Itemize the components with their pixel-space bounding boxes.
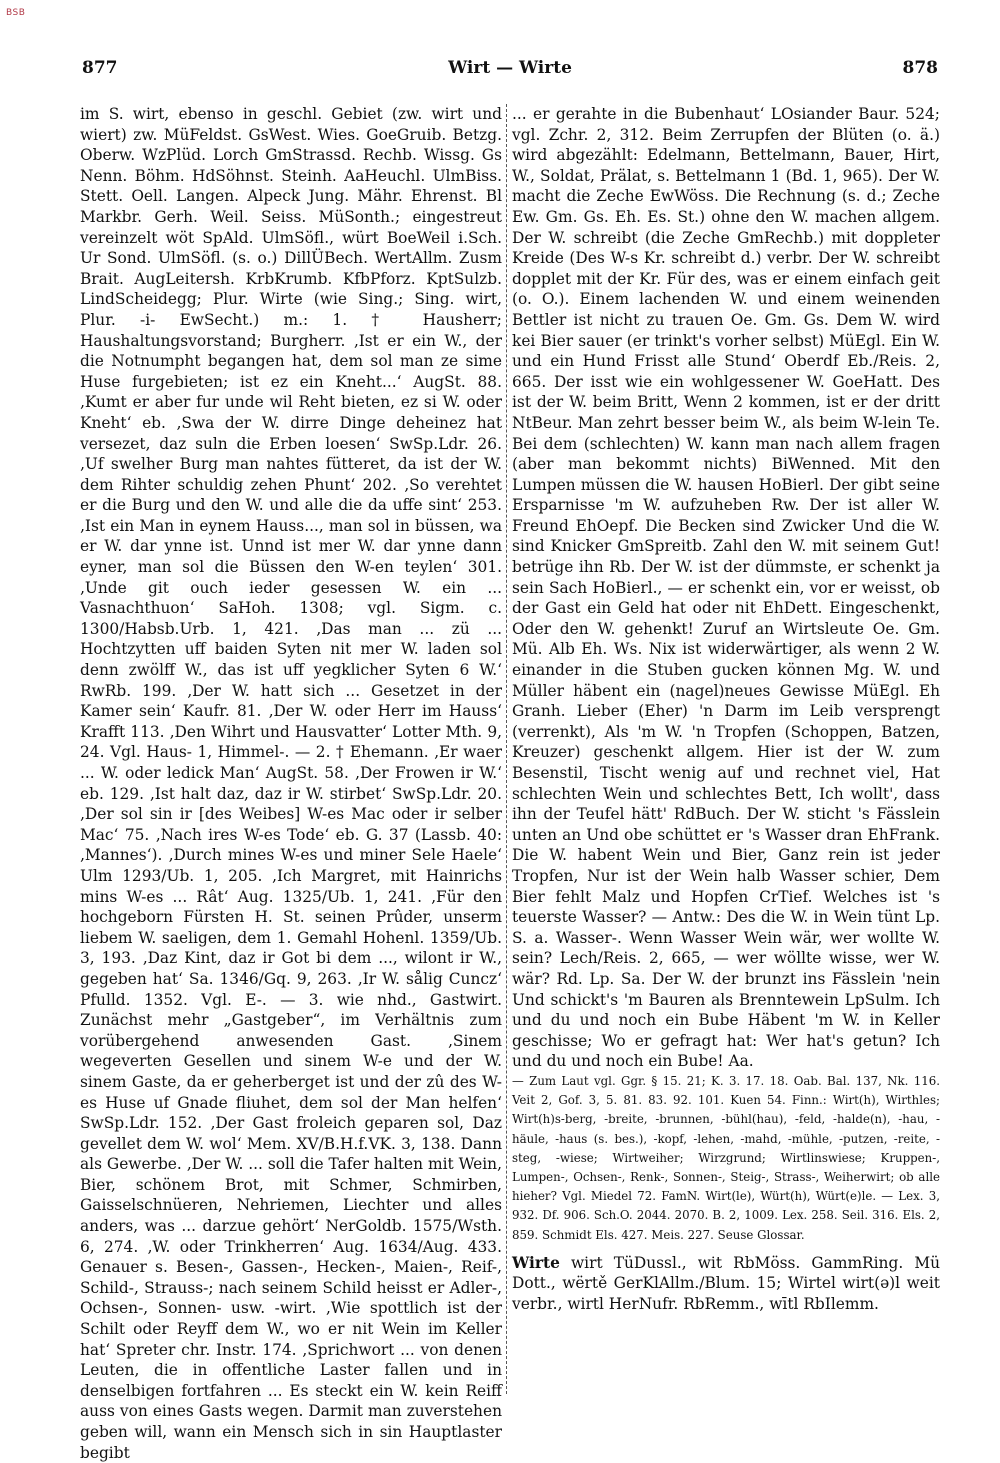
entry-body: wirt TüDussl., wit RbMöss. GammRing. Mü Dott., wërtě GerKlAllm./Blum. 15; Wirtel wirt(ə)l weit verbr., wirtl HerNufr. RbRemm., wītl RbIlemm. (512, 1253, 940, 1313)
page-header (82, 52, 938, 82)
etymology-notes: — Zum Laut vgl. Ggr. § 15. 21; K. 3. 17. 18. Oab. Bal. 137, Nk. 116. Veit 2, Gof. 3, 5. 81. 83. 92. 101. Kuen 54. Finn.: Wirt(h), Wirthles; Wirt(h)s-berg, -breite, -brunnen, -bühl(hau), -feld, -halde(n), -hau, -häule, -haus (s. bes.), -kopf, -lehen, -mahd, -mühle, -putzen, -reite, -steg, -wiese; Wirtweiher; Wirzgrund; Wirtlinswiese; Kruppen-, Lumpen-, Ochsen-, Renk-, Sonnen-, Steig-, Strass-, Weiherwirt; ob alle hieher? Vgl. Miedel 72. FamN. Wirt(le), Würt(h), Würt(e)le. — Lex. 3, 932. Df. 906. Sch.O. 2044. 2070. B. 2, 1009. Lex. 258. Seil. 316. Els. 2, 859. Schmidt Els. 427. Meis. 227. Seuse Glossar. (512, 1073, 940, 1242)
column-divider (506, 104, 507, 1394)
right-column (512, 104, 940, 1404)
left-column (80, 104, 502, 1462)
running-title: Wirt — Wirte (448, 58, 572, 78)
left-column-text: im S. wirt, ebenso in geschl. Gebiet (zw. wirt und wiert) zw. MüFeldst. GsWest. Wies. GoeGruib. Betzg. Oberw. WzPlüd. Lorch GmStrassd. Rechb. Wissg. Gs Nenn. Böhm. HdSöhnst. Steinh. AaHeuchl. UlmBiss. Stett. Oell. Langen. Alpeck Jung. Mähr. Ehrenst. Bl Markbr. Gerh. Weil. Seiss. MüSonth.; eingestreut vereinzelt wöt SpAld. UlmSöfl., würt BoeWeil i.Sch. Ur Sond. UlmSöfl. (s. o.) DillÜBech. WertAllm. Zusm Brait. AugLeitersh. KrbKrumb. KfbPforz. KptSulzb. LindScheidegg; Plur. Wirte (wie Sing.; Sing. wirt, Plur. -i- EwSecht.) m.: 1. † Hausherr; Haushaltungsvorstand; Burgherr. ‚Ist er ein W., der die Notnumpht begangen hat, dem sol man ze sime Huse furgebieten; ist ez ein Kneht...‘ AugSt. 88. ‚Kumt er aber fur unde wil Reht bieten, ez si W. oder Kneht‘ eb. ‚Swa der W. dirre Dinge deheinez hat versezet, daz suln die Erben loesen‘ SwSp.Ldr. 26. ‚Uf swelher Burg man nahtes fütteret, da ist der W. dem Rihter schuldig zehen Phunt‘ 202. ‚So verehtet er die Burg und den W. und alle die da uffe sint‘ 253. ‚Ist ein Man in eynem Hauss..., man sol in büssen, wa er W. dar ynne ist. Unnd ist mer W. dar ynne dann eyner, man sol die Büssen den W-en teylen‘ 301. ‚Unde git ouch ieder gesessen W. ein ... Vasnachthuon‘ SaHoh. 1308; vgl. Sigm. c. 1300/Habsb.Urb. 1, 421. ‚Das man ... zü ... Hochtzytten uff baiden Syten nit mer W. laden sol denn zwölff W., das ist uff yegklicher Syten 6 W.‘ RwRb. 199. ‚Der W. hatt sich ... Gesetzet in der Kamer sein‘ Kaufr. 81. ‚Der W. oder Herr im Hauss‘ Krafft 113. ‚Den Wihrt und Hausvatter‘ Lotter Mth. 9, 24. Vgl. Haus- 1, Himmel-. — 2. † Ehemann. ‚Er waer ... W. oder ledick Man‘ AugSt. 58. ‚Der Frowen ir W.‘ eb. 129. ‚Ist halt daz, daz ir W. stirbet‘ SwSp.Ldr. 20. ‚Der sol sin ir [des Weibes] W-es Mac oder ir selber Mac‘ 75. ‚Nach ires W-es Tode‘ eb. G. 37 (Lassb. 40: ‚Mannes‘). ‚Durch mines W-es und miner Sele Haele‘ Ulm 1293/Ub. 1, 205. ‚Ich Margret, mit Hainrichs mins W-es ... Rât‘ Aug. 1325/Ub. 1, 241. ‚Für den hochgeborn Fürsten H. St. seinen Prûder, unserm liebem W. saeligen, dem 1. Gemahl Hohenl. 1359/Ub. 3, 193. ‚Daz Kint, daz ir Got bi dem ..., wilont ir W., gegeben hat‘ Sa. 1346/Gq. 9, 263. ‚Ir W. sålig Cuncz‘ Pfulld. 1352. Vgl. E-. — 3. wie nhd., Gastwirt. Zunächst mehr „Gastgeber“, im Verhältnis zum vorübergehend anwesenden Gast. ‚Sinem wegeverten Gesellen und sinem W-e und der W. sinem Gaste, da er geherberget ist und der zû des W-es Huse uf Gnade fliuhet, dem sol der Man helfen‘ SwSp.Ldr. 152. ‚Der Gast froleich geparen sol, Daz gevellet dem W. wol‘ Mem. XV/B.H.f.VK. 3, 138. Dann als Gewerbe. ‚Der W. ... soll die Tafer halten mit Wein, Bier, schönem Brot, mit Schmer, Schmirben, Gaisselschnüeren, Nehriemen, Liechter und alles anders, was ... darzue gehört‘ NerGoldb. 1575/Wsth. 6, 274. ‚W. oder Trinkherren‘ Aug. 1634/Aug. 433. Genauer s. Besen-, Gassen-, Hecken-, Maien-, Reif-, Schild-, Strauss-; nach seinem Schild heisst er Adler-, Ochsen-, Sonnen- usw. -wirt. ‚Wie spottlich ist der Schilt oder Reyff dem W., wo er nit Wein im Keller hat‘ Spreter chr. Instr. 174. ‚Sprichwort ... von denen Leuten, die in offentliche Laster fallen und in denselbigen fortfahren ... Es steckt ein W. kein Reiff auss von eines Gasts wegen. Darmit man zuverstehen geben will, wann ein Mensch sich in sin Hauptlaster begibt (80, 105, 502, 1462)
library-stamp: BSB (6, 8, 26, 18)
entry-headword: Wirte (512, 1253, 560, 1272)
page-number-left: 877 (82, 58, 118, 78)
dictionary-entry (512, 1253, 940, 1315)
page-number-right: 878 (902, 58, 938, 78)
right-column-text: ... er gerahte in die Bubenhaut‘ LOsiander Baur. 524; vgl. Zchr. 2, 312. Beim Zerrupfen der Blüten (o. ä.) wird abgezählt: Edelmann, Bettelmann, Bauer, Hirt, W., Soldat, Prälat, s. Bettelmann 1 (Bd. 1, 965). Der W. macht die Zeche EwWöss. Die Rechnung (s. d.; Zeche Ew. Gm. Gs. Eh. Es. St.) ohne den W. machen allgem. Der W. schreibt (die Zeche GmRechb.) mit doppleter Kreide (Des W-s Kr. schreibt d.) verbr. Der W. schreibt dopplet mit der Kr. Für des, was er einem einfach geit (o. O.). Einem lachenden W. und einem weinenden Bettler ist nicht zu trauen Oe. Gm. Gs. Dem W. wird kei Bier sauer (er trinkt's vorher selbst) MüEgl. Ein W. und ein Hund Frisst alle Stund‘ Oberdf Eb./Reis. 2, 665. Der isst wie ein wohlgessener W. GoeHatt. Des ist der W. beim Britt, Wenn 2 kommen, ist er der dritt NtBeur. Man zehrt besser beim W., als beim W-lein Te. Bei dem (schlechten) W. kann man nach allem fragen (aber man bekommt nichts) BiWenned. Mit den Lumpen müssen die W. hausen HoBierl. Der gibt seine Ersparnisse 'm W. aufzuheben Rw. Der ist aller W. Freund EhOepf. Die Becken sind Zwicker Und die W. sind Knicker GmSpreitb. Zahl den W. mit seinem Gut! betrüge ihn Rb. Der W. ist der dümmste, er schenkt ja sein Sach HoBierl., — er schenkt ein, vor er weisst, ob der Gast ein Geld hat oder nit EhDett. Eingeschenkt, Oder den W. gehenkt! Zuruf an Wirtsleute Oe. Gm. Mü. Alb Eh. Ws. Nix ist widerwärtiger, als wenn 2 W. einander in die Stuben gucken können Mg. W. und Müller häbent ein (nagel)neues Gewisse MüEgl. Eh Granh. Lieber (Eher) 'n Darm im Leib versprengt (verrenkt), Als 'm W. 'n Tropfen (Schoppen, Batzen, Kreuzer) geschenkt allgem. Hier ist der W. zum Besenstil, Tischt wenig auf und rechnet viel, Hat schlechten Wein und schlechtes Bett, Ich wollt', dass ihn der Teufel hätt' RdBuch. Der W. sticht 's Fässlein unten an Und obe schüttet er 's Wasser dran EhFrank. Die W. habent Wein und Bier, Ganz rein ist jeder Tropfen, Nur ist der Wein halb Wasser schier, Dem Bier fehlt Malz und Hopfen CrTief. Welches ist 's teuerste Wasser? — Antw.: Des die W. in Wein tünt Lp. S. a. Wasser-. Wenn Wasser Wein wär, wer wollte W. sein? Lech/Reis. 2, 665, — wer wöllte wisse, wer W. wär? Rd. Lp. Sa. Der W. der brunzt ins Fässlein 'nein Und schickt's 'm Bauren als Brenntewein LpSulm. Ich und du und noch ein Bube Häbent 'm W. in Keller geschisse; Wo er gefragt hat: Wer hat's getun? Ich und du und noch ein Bube! Aa. (512, 105, 940, 1071)
